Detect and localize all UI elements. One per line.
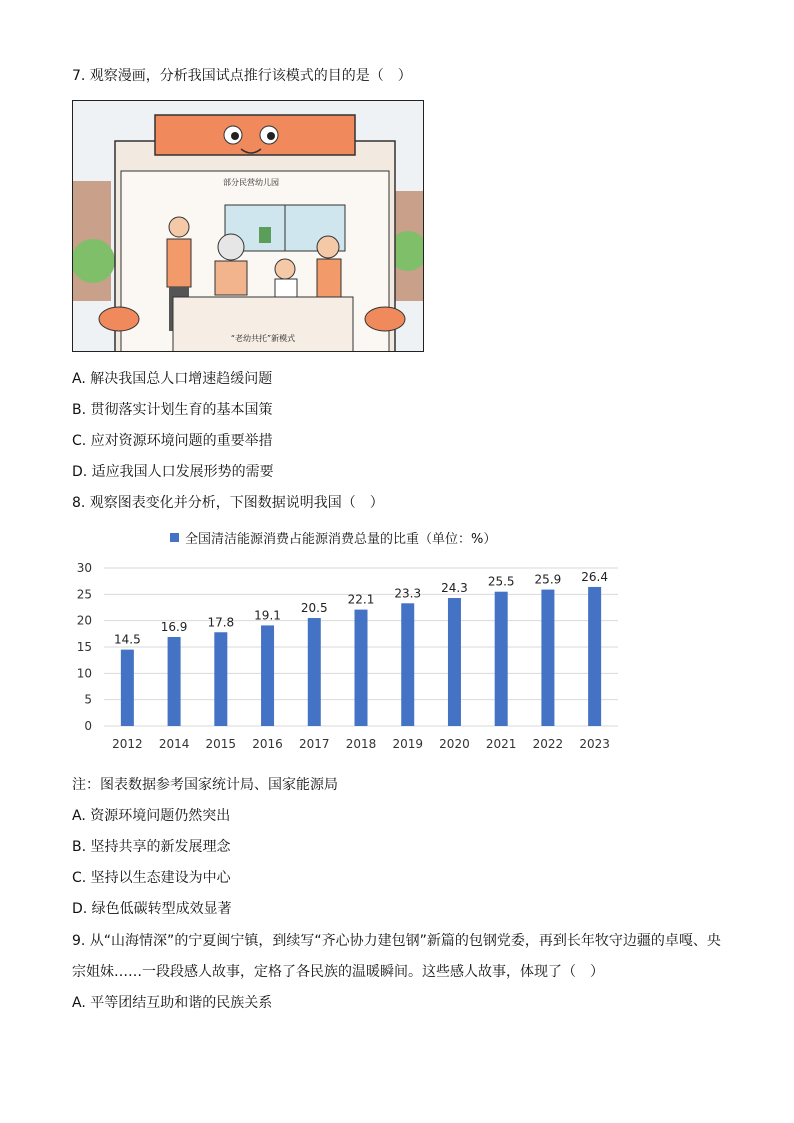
- q7-option-a: A. 解决我国总人口增速趋缓问题: [72, 371, 273, 387]
- x-tick-label: 2022: [532, 737, 564, 751]
- y-tick-label: 10: [76, 666, 92, 681]
- q7-option-b: B. 贯彻落实计划生育的基本国策: [72, 402, 273, 418]
- q9-stem-line1: 9. 从“山海情深”的宁夏闽宁镇，到续写“齐心协力建包钢”新篇的包钢党委，再到长年牧守边疆的卓嘎、央: [72, 933, 721, 949]
- x-tick-label: 2012: [112, 737, 143, 751]
- x-tick-label: 2016: [252, 737, 283, 751]
- bar: [541, 590, 554, 726]
- q8-option-b: B. 坚持共享的新发展理念: [72, 839, 231, 855]
- bar: [168, 637, 181, 726]
- legend-label: 全国清洁能源消费占能源消费总量的比重（单位：%）: [185, 532, 497, 547]
- bar: [355, 610, 368, 726]
- data-label: 20.5: [300, 601, 328, 616]
- x-tick-label: 2023: [579, 737, 610, 751]
- y-tick-label: 30: [76, 561, 92, 575]
- y-tick-label: 5: [84, 692, 92, 707]
- bar: [448, 598, 461, 726]
- bar: [588, 587, 601, 726]
- bar: [401, 603, 414, 726]
- chart-legend: [170, 528, 496, 547]
- x-tick-label: 2014: [158, 737, 190, 751]
- cartoon-sign-top: 部分民营幼儿园: [223, 178, 279, 187]
- cartoon-illustration: [73, 101, 424, 352]
- q8-note: 注：图表数据参考国家统计局、国家能源局: [72, 777, 338, 793]
- data-label: 25.9: [534, 572, 562, 587]
- y-tick-label: 25: [76, 587, 92, 602]
- q8-stem: 8. 观察图表变化并分析，下图数据说明我国（ ）: [72, 495, 384, 511]
- chart-plot: [72, 528, 632, 760]
- bar-chart: [72, 528, 632, 760]
- data-label: 26.4: [581, 569, 608, 584]
- bar: [214, 632, 227, 726]
- q8-option-c: C. 坚持以生态建设为中心: [72, 870, 231, 886]
- q9-option-a: A. 平等团结互助和谐的民族关系: [72, 995, 273, 1011]
- data-label: 16.9: [160, 619, 188, 634]
- q7-option-d: D. 适应我国人口发展形势的需要: [72, 464, 274, 480]
- data-label: 19.1: [254, 608, 281, 623]
- bar: [121, 650, 134, 726]
- x-tick-label: 2018: [345, 737, 377, 751]
- data-label: 14.5: [114, 632, 141, 647]
- data-label: 23.3: [394, 586, 422, 601]
- legend-swatch: [170, 533, 179, 542]
- cartoon-sign-bottom: “老幼共托”新模式: [230, 334, 296, 343]
- q7-stem: 7. 观察漫画，分析我国试点推行该模式的目的是（ ）: [72, 68, 412, 84]
- y-tick-label: 15: [76, 640, 92, 654]
- x-tick-label: 2020: [439, 737, 470, 751]
- data-label: 25.5: [487, 574, 515, 589]
- x-tick-label: 2019: [392, 737, 424, 751]
- x-tick-label: 2015: [205, 737, 237, 751]
- q8-option-a: A. 资源环境问题仍然突出: [72, 808, 231, 824]
- x-tick-label: 2021: [485, 737, 517, 751]
- data-label: 22.1: [347, 592, 375, 607]
- q7-option-c: C. 应对资源环境问题的重要举措: [72, 433, 273, 449]
- cartoon-image: [72, 100, 424, 352]
- x-tick-label: 2017: [298, 737, 330, 751]
- bar: [308, 618, 321, 726]
- bar: [495, 592, 508, 726]
- bar: [261, 625, 274, 726]
- data-label: 24.3: [441, 581, 468, 596]
- data-label: 17.8: [207, 615, 235, 630]
- y-tick-label: 20: [76, 613, 92, 628]
- q9-stem-line2: 宗姐妹……一段段感人故事，定格了各民族的温暖瞬间。这些感人故事，体现了（ ）: [72, 964, 604, 980]
- y-tick-label: 0: [84, 719, 92, 733]
- q8-option-d: D. 绿色低碳转型成效显著: [72, 901, 232, 917]
